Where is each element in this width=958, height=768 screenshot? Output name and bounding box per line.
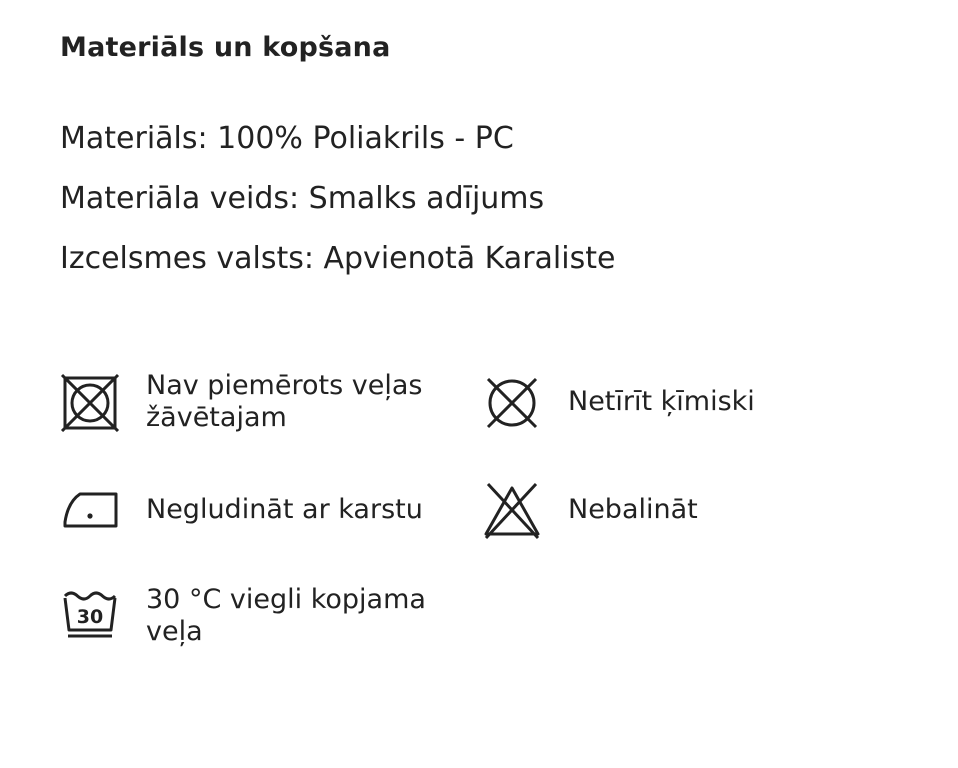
care-item-wash-30-gentle [60,584,480,654]
care-item-no-dry-clean [482,368,882,438]
care-label: 30 °C viegli kopjama veļa [146,584,426,647]
care-label: Negludināt ar karstu [146,494,423,525]
wash-30-gentle-icon [60,586,120,646]
no-tumble-dry-icon [60,372,120,432]
care-item-iron-low-heat [60,478,480,548]
care-item-no-bleach [482,478,882,548]
care-label: Netīrīt ķīmiski [568,386,755,417]
spec-country-of-origin: Izcelsmes valsts: Apvienotā Karaliste [60,241,616,276]
wash-temperature: 30 [76,606,104,628]
spec-fabric-type: Materiāla veids: Smalks adījums [60,181,545,216]
care-item-no-tumble-dry [60,368,480,438]
no-bleach-icon [482,480,542,540]
iron-low-heat-icon [60,480,120,540]
care-label: Nav piemērots veļas žāvētajam [146,370,423,433]
material-specs-list [60,121,616,304]
spec-material: Materiāls: 100% Poliakrils - PC [60,121,514,156]
no-dry-clean-icon [482,372,542,432]
section-title: Materiāls un kopšana [60,32,391,63]
care-label: Nebalināt [568,494,698,525]
